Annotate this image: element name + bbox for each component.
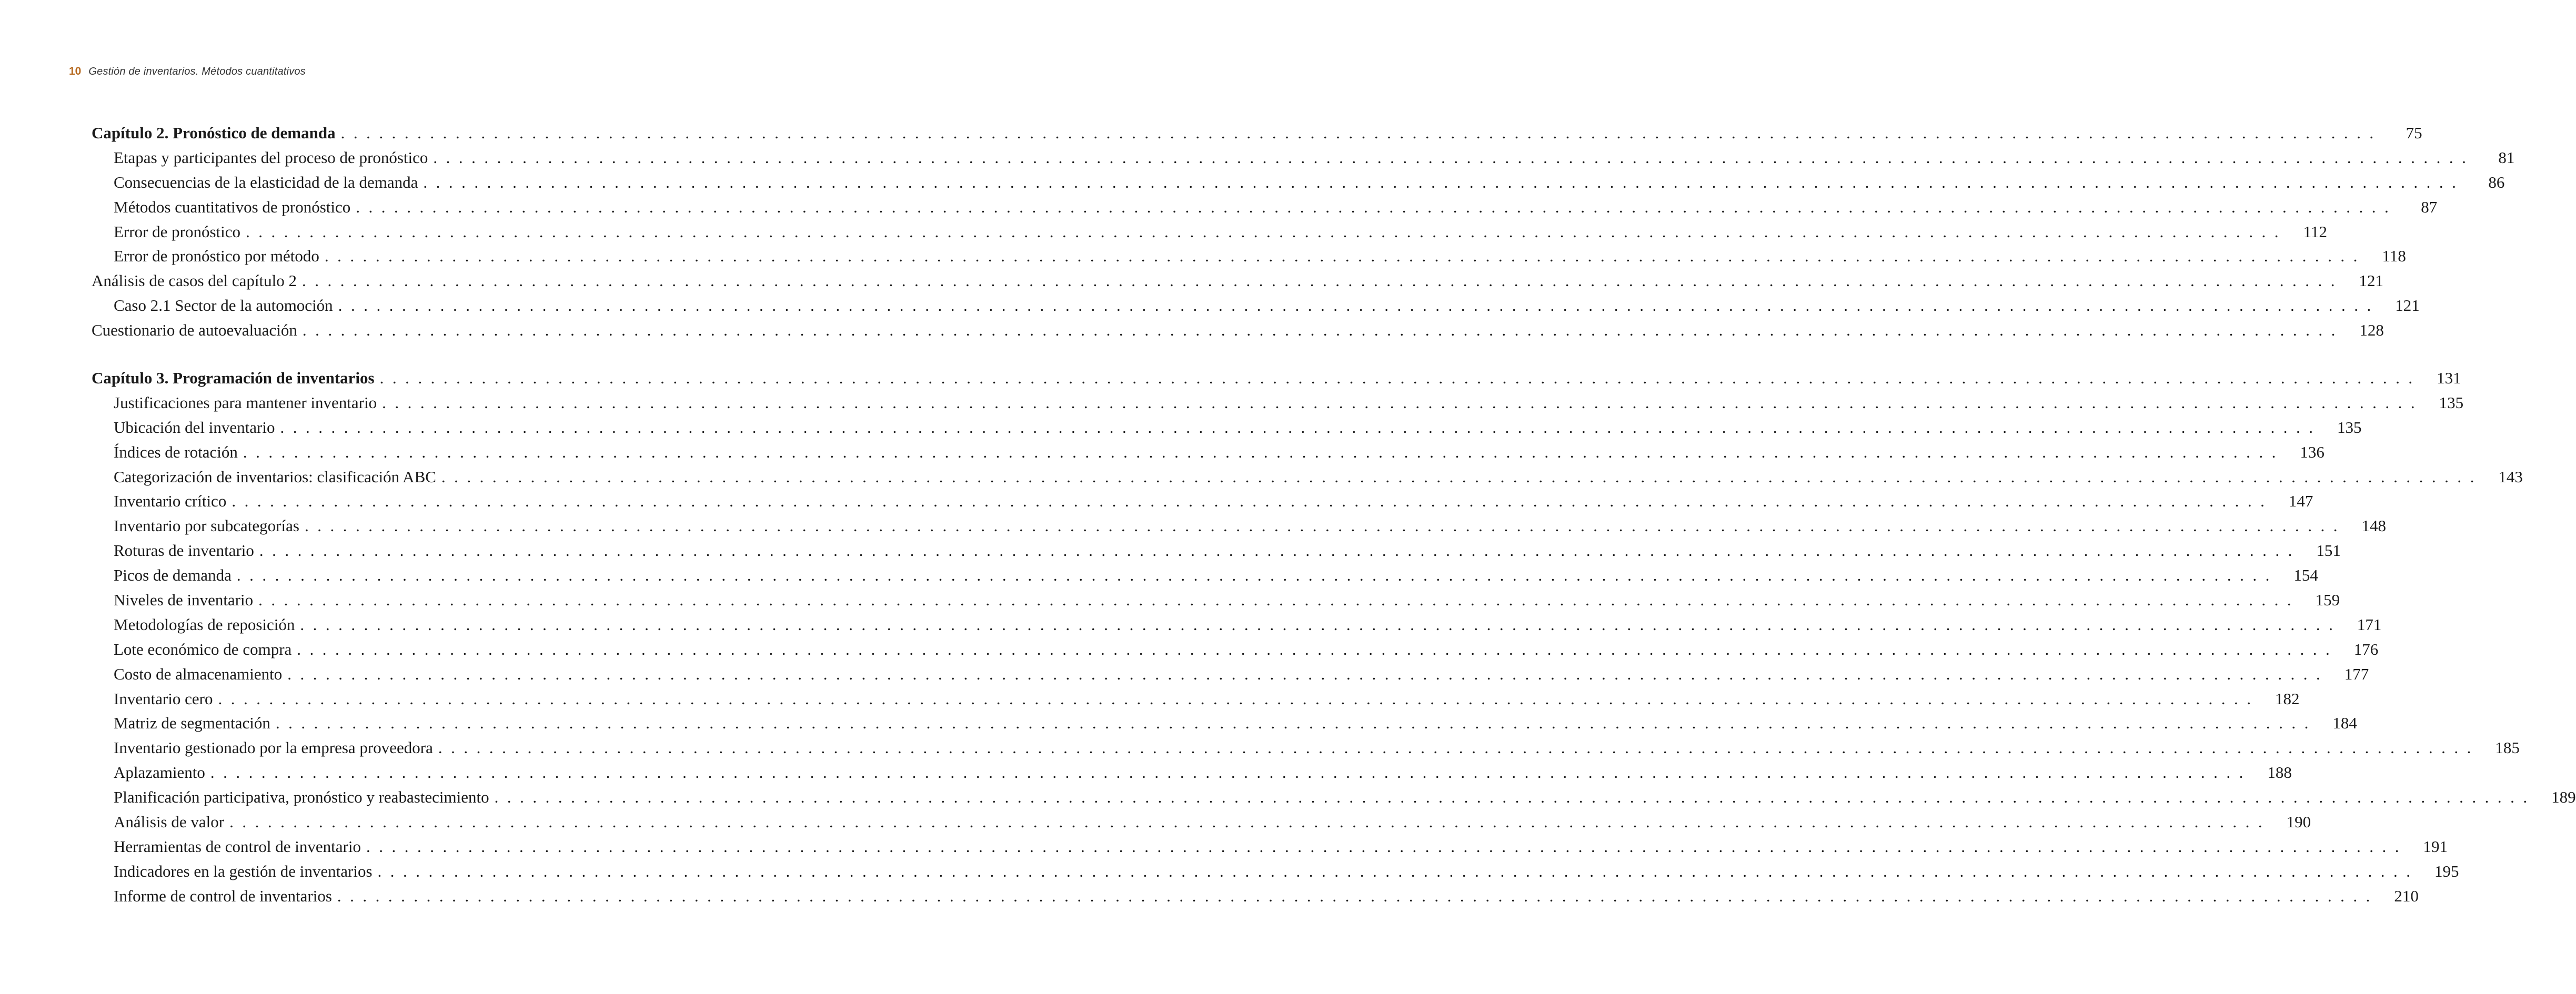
toc-entry-page-number: 86: [2488, 173, 2505, 191]
toc-entry[interactable]: [92, 613, 2382, 637]
toc-entry-page-number: 121: [2395, 296, 2420, 315]
toc-entry-page-number: 185: [2495, 738, 2520, 757]
toc-entry[interactable]: [92, 736, 2520, 760]
toc-entry-title: Picos de demanda: [114, 566, 232, 585]
toc-entry-title: Error de pronóstico por método: [114, 247, 319, 266]
toc-entry[interactable]: [92, 687, 2300, 712]
toc-chapter-entry[interactable]: [92, 366, 2461, 391]
toc-dot-leader: ................................................................................................................................................................: [300, 615, 2342, 634]
toc-entry[interactable]: [92, 293, 2420, 318]
toc-dot-leader: ................................................................................................................................................................: [210, 763, 2252, 782]
toc-entry-title: Herramientas de control de inventario: [114, 837, 361, 856]
toc-entry[interactable]: [92, 391, 2464, 415]
toc-entry-title: Indicadores en la gestión de inventarios: [114, 861, 373, 880]
toc-dot-leader: ................................................................................................................................................................: [340, 124, 2382, 142]
toc-entry-page-number: 171: [2357, 615, 2382, 634]
toc-entry-page-number: 184: [2332, 714, 2357, 733]
toc-entry[interactable]: [92, 220, 2328, 245]
toc-entry[interactable]: [92, 884, 2419, 909]
toc-entry-title: Ubicación del inventario: [114, 418, 275, 437]
toc-entry[interactable]: [92, 514, 2386, 539]
toc-entry[interactable]: [92, 146, 2515, 170]
toc-entry-page-number: 135: [2439, 393, 2464, 412]
toc-entry-page-number: 143: [2498, 467, 2523, 486]
toc-entry-title: Cuestionario de autoevaluación: [92, 321, 297, 340]
toc-entry-page-number: 190: [2286, 813, 2311, 831]
toc-dot-leader: ................................................................................................................................................................: [382, 393, 2424, 412]
toc-dot-leader: ................................................................................................................................................................: [377, 861, 2419, 880]
toc-entry-page-number: 121: [2359, 271, 2383, 290]
toc-entry-title: Análisis de casos del capítulo 2: [92, 271, 297, 290]
toc-entry-page-number: 210: [2394, 886, 2419, 905]
toc-dot-leader: ................................................................................................................................................................: [438, 738, 2480, 757]
toc-entry-page-number: 128: [2359, 321, 2384, 340]
toc-entry[interactable]: [92, 539, 2341, 563]
toc-entry-page-number: 112: [2303, 222, 2328, 241]
book-title: Gestión de inventarios. Métodos cuantitativos: [88, 66, 306, 77]
toc-dot-leader: ................................................................................................................................................................: [218, 689, 2260, 708]
toc-entry[interactable]: [92, 859, 2459, 884]
toc-entry-title: Inventario cero: [114, 689, 213, 708]
toc-entry-page-number: 148: [2361, 516, 2386, 535]
toc-dot-leader: ................................................................................................................................................................: [338, 296, 2380, 315]
toc-entry-page-number: 75: [2406, 124, 2422, 142]
toc-entry[interactable]: [92, 563, 2318, 588]
toc-entry-title: Roturas de inventario: [114, 541, 254, 560]
table-of-contents: [92, 121, 2576, 909]
toc-entry-title: Capítulo 3. Programación de inventarios: [92, 369, 375, 388]
toc-chapter-entry[interactable]: [92, 121, 2422, 146]
toc-entry[interactable]: [92, 244, 2406, 269]
toc-dot-leader: ................................................................................................................................................................: [356, 197, 2398, 216]
toc-entry[interactable]: [92, 588, 2340, 613]
toc-entry-page-number: 182: [2275, 689, 2300, 708]
toc-dot-leader: ................................................................................................................................................................: [302, 271, 2343, 290]
toc-entry-title: Caso 2.1 Sector de la automoción: [114, 296, 333, 315]
toc-dot-leader: ................................................................................................................................................................: [229, 813, 2271, 831]
toc-entry[interactable]: [92, 489, 2313, 514]
toc-dot-leader: ................................................................................................................................................................: [297, 640, 2339, 658]
toc-entry-title: Planificación participativa, pronóstico y reabastecimiento: [114, 788, 489, 807]
toc-entry-page-number: 135: [2337, 418, 2362, 437]
toc-entry-title: Error de pronóstico: [114, 222, 241, 241]
toc-entry-page-number: 154: [2293, 566, 2318, 585]
toc-entry-page-number: 147: [2288, 492, 2313, 511]
toc-dot-leader: ................................................................................................................................................................: [366, 837, 2408, 856]
toc-entry-title: Aplazamiento: [114, 763, 205, 782]
toc-entry-title: Inventario por subcategorías: [114, 516, 299, 535]
toc-entry-title: Métodos cuantitativos de pronóstico: [114, 197, 351, 216]
toc-entry-page-number: 177: [2344, 664, 2369, 683]
toc-dot-leader: ................................................................................................................................................................: [324, 247, 2366, 266]
toc-entry-page-number: 87: [2421, 197, 2438, 216]
toc-entry-page-number: 195: [2434, 861, 2459, 880]
toc-dot-leader: ................................................................................................................................................................: [232, 492, 2273, 511]
toc-dot-leader: ................................................................................................................................................................: [258, 591, 2300, 610]
toc-entry-page-number: 159: [2315, 591, 2340, 610]
toc-entry-title: Metodologías de reposición: [114, 615, 295, 634]
toc-entry[interactable]: [92, 637, 2379, 662]
toc-entry[interactable]: [92, 662, 2369, 687]
toc-entry-title: Informe de control de inventarios: [114, 886, 332, 905]
toc-entry-page-number: 81: [2498, 148, 2515, 167]
toc-entry-page-number: 151: [2316, 541, 2341, 560]
toc-dot-leader: ................................................................................................................................................................: [246, 222, 2288, 241]
toc-entry[interactable]: [92, 195, 2438, 220]
toc-dot-leader: ................................................................................................................................................................: [236, 566, 2278, 585]
toc-entry[interactable]: [92, 269, 2383, 293]
toc-entry-page-number: 191: [2423, 837, 2448, 856]
toc-entry-title: Categorización de inventarios: clasificación ABC: [114, 467, 436, 486]
toc-dot-leader: ................................................................................................................................................................: [259, 541, 2301, 560]
toc-dot-leader: ................................................................................................................................................................: [423, 173, 2465, 191]
toc-entry-title: Consecuencias de la elasticidad de la demanda: [114, 173, 418, 191]
toc-section: [92, 366, 2576, 909]
toc-dot-leader: ................................................................................................................................................................: [243, 442, 2285, 461]
toc-dot-leader: ................................................................................................................................................................: [280, 418, 2322, 437]
toc-dot-leader: ................................................................................................................................................................: [494, 788, 2536, 807]
toc-entry-title: Inventario gestionado por la empresa proveedora: [114, 738, 433, 757]
toc-dot-leader: ................................................................................................................................................................: [441, 467, 2483, 486]
toc-entry[interactable]: [92, 170, 2505, 195]
toc-entry-page-number: 176: [2353, 640, 2379, 658]
toc-dot-leader: ................................................................................................................................................................: [337, 886, 2379, 905]
toc-entry[interactable]: [92, 440, 2325, 465]
toc-entry[interactable]: [92, 810, 2311, 835]
toc-entry-page-number: 189: [2551, 788, 2576, 807]
toc-entry-title: Capítulo 2. Pronóstico de demanda: [92, 124, 336, 142]
toc-entry-title: Índices de rotación: [114, 442, 238, 461]
toc-entry[interactable]: [92, 318, 2384, 343]
toc-entry[interactable]: [92, 760, 2292, 785]
toc-entry-title: Matriz de segmentación: [114, 714, 270, 733]
toc-dot-leader: ................................................................................................................................................................: [304, 516, 2346, 535]
toc-section: [92, 121, 2515, 343]
toc-entry-page-number: 136: [2300, 442, 2325, 461]
toc-entry-title: Análisis de valor: [114, 813, 225, 831]
toc-entry[interactable]: [92, 711, 2357, 736]
toc-entry-page-number: 188: [2267, 763, 2292, 782]
toc-entry-title: Etapas y participantes del proceso de pronóstico: [114, 148, 428, 167]
toc-entry-page-number: 118: [2382, 247, 2406, 266]
toc-entry-page-number: 131: [2437, 369, 2461, 388]
running-header: [69, 65, 306, 84]
page-number: 10: [69, 65, 82, 77]
toc-dot-leader: ................................................................................................................................................................: [275, 714, 2317, 733]
toc-entry[interactable]: [92, 835, 2448, 859]
toc-entry[interactable]: [92, 465, 2523, 490]
toc-dot-leader: ................................................................................................................................................................: [287, 664, 2329, 683]
toc-entry[interactable]: [92, 415, 2362, 440]
toc-entry-title: Niveles de inventario: [114, 591, 254, 610]
toc-entry-title: Costo de almacenamiento: [114, 664, 283, 683]
toc-dot-leader: ................................................................................................................................................................: [302, 321, 2344, 340]
toc-entry-title: Lote económico de compra: [114, 640, 292, 658]
toc-entry-title: Justificaciones para mantener inventario: [114, 393, 377, 412]
toc-dot-leader: ................................................................................................................................................................: [433, 148, 2475, 167]
toc-entry-title: Inventario crítico: [114, 492, 227, 511]
toc-entry[interactable]: [92, 785, 2576, 810]
toc-dot-leader: ................................................................................................................................................................: [379, 369, 2421, 388]
